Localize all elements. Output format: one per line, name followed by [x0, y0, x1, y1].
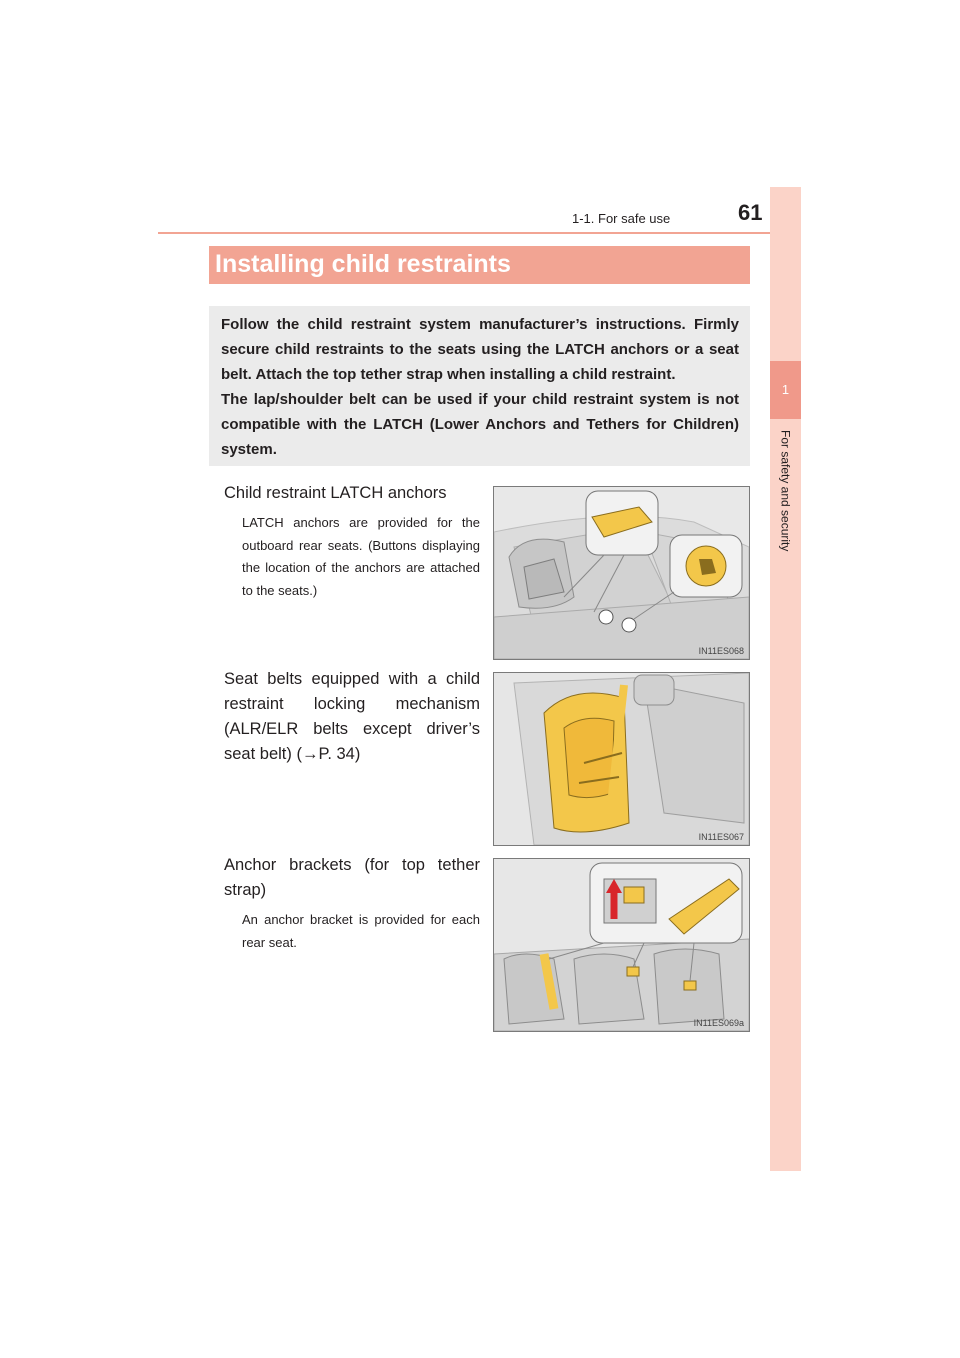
figure-code: IN11ES067 — [698, 832, 744, 842]
header-rule — [158, 232, 800, 234]
page-number: 61 — [738, 200, 763, 225]
latch-anchors-drawing — [494, 487, 749, 659]
figure-code: IN11ES068 — [698, 646, 744, 656]
running-header: 1-1. For safe use — [572, 211, 671, 226]
item-desc-anchor-brackets: An anchor bracket is provided for each rear seat. — [242, 912, 480, 950]
intro-paragraph: The lap/shoulder belt can be used if your child restraint system is not compatible with the LATCH (Lower Anchors and Tethers for Children) system. — [221, 391, 739, 458]
seat-belts-drawing — [494, 673, 749, 845]
illustration-anchor-brackets — [493, 858, 750, 1032]
intro-paragraph: Follow the child restraint system manufacturer’s instructions. Firmly secure child restraints to the seats using the LATCH anchors or a seat belt. Attach the top tether strap when installing a child restraint. — [221, 316, 739, 383]
illustration-latch-anchors — [493, 486, 750, 660]
illustration-seat-belts — [493, 672, 750, 846]
chapter-side-tab — [770, 187, 801, 1171]
item-title-anchor-brackets: Anchor brackets (for top tether strap) — [224, 856, 480, 899]
item-title-latch-anchors: Child restraint LATCH anchors — [224, 484, 447, 502]
figure-code: IN11ES069a — [693, 1018, 744, 1028]
anchor-brackets-drawing — [494, 859, 749, 1031]
chapter-label: For safety and security — [778, 430, 793, 552]
intro-text — [221, 312, 739, 462]
chapter-number: 1 — [770, 361, 801, 419]
section-heading: Installing child restraints — [215, 250, 511, 278]
item-desc-latch-anchors: LATCH anchors are provided for the outboard rear seats. (Buttons displaying the location of the anchors are attached to the seats.) — [242, 515, 480, 598]
item-title-seat-belts: Seat belts equipped with a child restraint locking mechanism (ALR/ELR belts except driver’s seat belt) (→P. 34) — [224, 670, 480, 763]
